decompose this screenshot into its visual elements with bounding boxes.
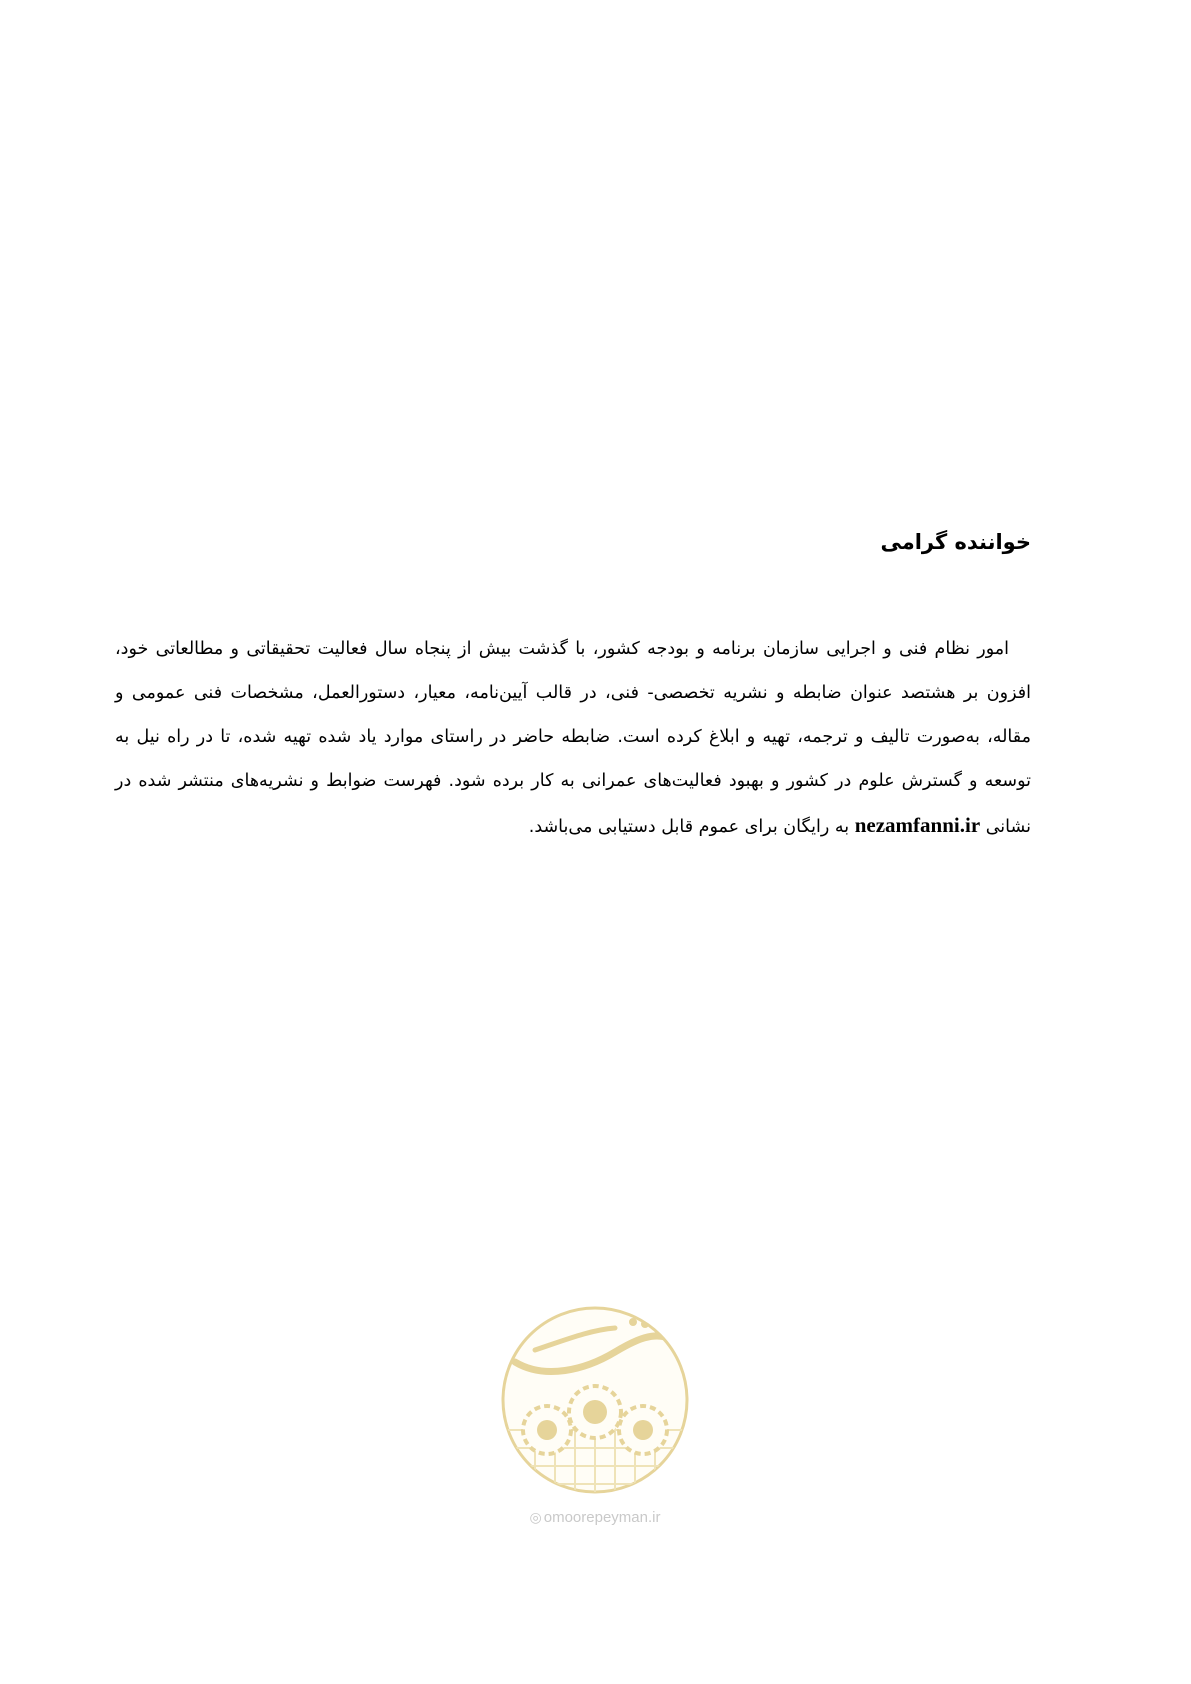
page-heading: خواننده گرامی: [880, 530, 1031, 554]
watermark-site: [495, 1509, 695, 1526]
logo-emblem-icon: [495, 1300, 695, 1510]
body-paragraph: [115, 627, 1031, 849]
watermark-logo: [495, 1300, 695, 1530]
globe-icon: ◎: [529, 1509, 542, 1525]
paragraph-text-end: به رایگان برای عموم قابل دستیابی می‌باشد.: [528, 817, 850, 837]
watermark-site-text: omoorepeyman.ir: [543, 1509, 661, 1526]
paragraph-text: امور نظام فنی و اجرایی سازمان برنامه و بودجه کشور، با گذشت بیش از پنجاه سال فعالیت تحقیقاتی و مطالعاتی خود، افزون بر هشتصد عنوان ضابطه و نشریه تخصصی- فنی، در قالب آیین‌نامه، معیار، دستورالعمل، مشخصات فنی عمومی و مقاله، به‌صورت تالیف و ترجمه، تهیه و ابلاغ کرده است. ضابطه حاضر در راستای موارد یاد شده تهیه شده، تا در راه نیل به توسعه و گسترش علوم در کشور و بهبود فعالیت‌های عمرانی به کار برده شود. فهرست ضوابط و نشریه‌های منتشر شده در نشانی: [115, 639, 1031, 837]
site-link[interactable]: nezamfanni.ir: [854, 813, 981, 837]
